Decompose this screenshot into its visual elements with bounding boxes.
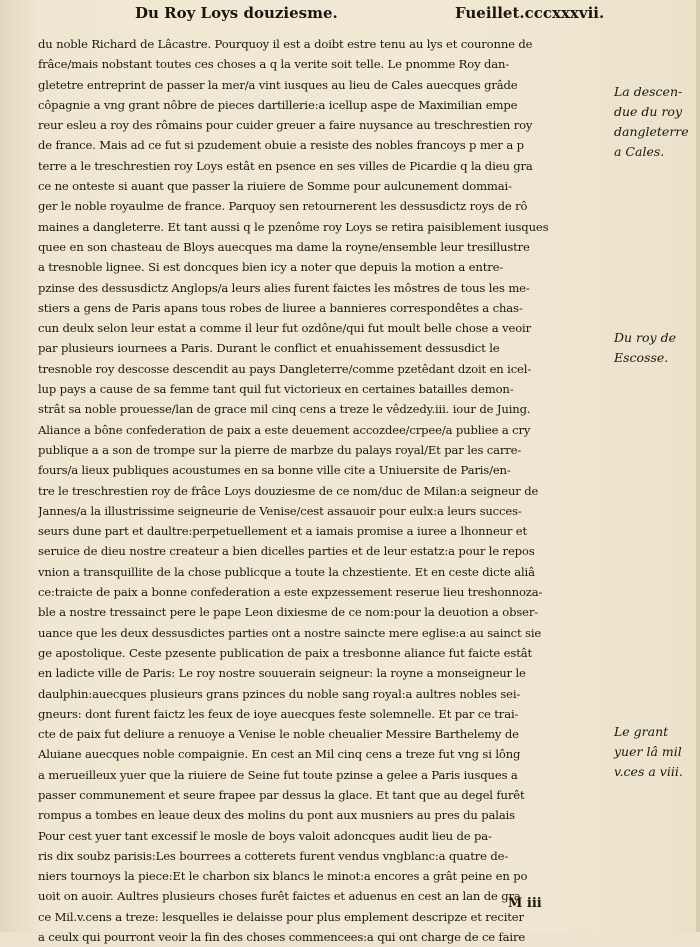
margin-note-descente (614, 82, 698, 162)
text-line: ge apostolique. Ceste pzesente publication de paix a tresbonne aliance fut faicte estât (38, 645, 532, 660)
text-line: a ceulx qui pourront veoir la fin des choses commencees:a qui ont charge de ce faire (38, 930, 526, 945)
text-line: ce Mil.v.cens a treze: lesquelles ie delaisse pour plus emplement descripze et reciter (38, 909, 524, 924)
text-line: seruice de dieu nostre createur a bien dicelles parties et de leur estatz:a pour le repos (38, 544, 535, 559)
page-edge (696, 0, 700, 932)
text-line: stiers a gens de Paris apans tous robes de liuree a bannieres correspondêtes a chas- (38, 300, 523, 315)
margin-note-line: Du roy de (614, 330, 676, 345)
text-line: maines a dangleterre. Et tant aussi q le pzenôme roy Loys se retira paisiblement iusques (38, 219, 549, 234)
text-line: strât sa noble prouesse/lan de grace mil cinq cens a treze le vêdzedy.iii. iour de Juing. (38, 402, 531, 417)
margin-note-line: La descen- (614, 84, 683, 99)
text-line: Pour cest yuer tant excessif le mosle de boys valoit adoncques audit lieu de pa- (38, 828, 492, 843)
margin-note-line: dangleterre (614, 124, 689, 139)
text-line: lup pays a cause de sa femme tant quil fut victorieux en certaines batailles demon- (38, 382, 514, 397)
text-line: Jannes/a la illustrissime seigneurie de Venise/cest assauoir pour eulx:a leurs succes- (38, 503, 522, 518)
text-line: ris dix soubz parisis:Les bourrees a cotterets furent vendus vngblanc:a quatre de- (38, 848, 509, 863)
margin-note-line: a Cales. (614, 144, 665, 159)
text-line: uoit on auoir. Aultres plusieurs choses furêt faictes et aduenus en cest an lan de gra (38, 889, 521, 904)
text-line: quee en son chasteau de Bloys auecques ma dame la royne/ensemble leur tresillustre (38, 239, 530, 254)
text-line: vnion a transquillite de la chose publicque a toute la chzestiente. Et en ceste dicte aliâ (38, 564, 535, 579)
margin-note-line: Escosse. (614, 350, 669, 365)
text-line: rompus a tombes en leaue deux des molins du pont aux musniers au pres du palais (38, 808, 515, 823)
text-line: daulphin:auecques plusieurs grans pzinces du noble sang royal:a aultres nobles sei- (38, 686, 521, 701)
text-line: de france. Mais ad ce fut si pzudement obuie a resiste des nobles francoys p mer a p (38, 138, 524, 153)
margin-note-line: due du roy (614, 104, 683, 119)
text-line: tre le treschrestien roy de frâce Loys douziesme de ce nom/duc de Milan:a seigneur de (38, 483, 539, 498)
running-head-title: Du Roy Loys douziesme. (135, 4, 338, 22)
text-line: pzinse des dessusdictz Anglops/a leurs alies furent faictes les môstres de tous les me- (38, 280, 530, 295)
text-line: ce:traicte de paix a bonne confederation a este expzessement reserue lieu treshonnoza- (38, 585, 543, 600)
folio-number: Fueillet.cccxxxvii. (455, 4, 605, 22)
text-line: du noble Richard de Lâcastre. Pourquoy il est a doibt estre tenu au lys et couronne de (38, 37, 533, 51)
margin-note-ecosse (614, 328, 698, 368)
text-line: niers tournoys la piece:Et le charbon six blancs le minot:a encores a grât peine en po (38, 869, 528, 884)
margin-note-line: Le grant (614, 724, 669, 739)
text-line: reur esleu a roy des rômains pour cuider greuer a faire nuysance au treschrestien roy (38, 118, 533, 133)
text-line: a tresnoble lignee. Si est doncques bien icy a noter que depuis la motion a entre- (38, 260, 504, 275)
margin-note-yuer (614, 722, 698, 782)
text-line: a merueilleux yuer que la riuiere de Seine fut toute pzinse a gelee a Paris iusques a (38, 767, 518, 782)
text-line: côpagnie a vng grant nôbre de pieces dartillerie:a icellup aspe de Maximilian empe (38, 97, 518, 112)
text-line: fours/a lieux publiques acoustumes en sa bonne ville cite a Uniuersite de Paris/en- (38, 463, 511, 478)
text-line: frâce/mais nobstant toutes ces choses a q la verite soit telle. Le pnomme Roy dan- (38, 57, 510, 72)
text-line: terre a le treschrestien roy Loys estât en psence en ses villes de Picardie q la dieu gra (38, 158, 533, 173)
text-line: publique a a son de trompe sur la pierre de marbze du palays royal/Et par les carre- (38, 442, 522, 457)
text-line: gneurs: dont furent faictz les feux de ioye auecques feste solemnelle. Et par ce trai- (38, 706, 519, 721)
main-text-column (38, 34, 606, 947)
text-line: ble a nostre tressainct pere le pape Leon dixiesme de ce nom:pour la deuotion a obser- (38, 605, 539, 620)
text-line: cun deulx selon leur estat a comme il leur fut ozdône/qui fut moult belle chose a veoir (38, 321, 531, 336)
text-line: en ladicte ville de Paris: Le roy nostre souuerain seigneur: la royne a monseigneur le (38, 666, 526, 681)
text-line: ce ne onteste si auant que passer la riuiere de Somme pour aulcunement dommai- (38, 179, 512, 194)
text-line: Aluiane auecques noble compaignie. En cest an Mil cinq cens a treze fut vng si lông (38, 747, 521, 762)
text-line: uance que les deux dessusdictes parties ont a nostre saincte mere eglise:a au sainct sie (38, 625, 542, 640)
text-line: ger le noble royaulme de france. Parquoy sen retournerent les dessusdictz roys de rô (38, 199, 528, 214)
margin-note-line: v.ces a viii. (614, 764, 683, 779)
text-line: par plusieurs iournees a Paris. Durant le conflict et enuahissement dessusdict le (38, 341, 500, 356)
text-line: Aliance a bône confederation de paix a este deuement accozdee/crpee/a publiee a cry (38, 422, 531, 437)
text-line: tresnoble roy descosse descendit au pays Dangleterre/comme pzetêdant dzoit en icel- (38, 361, 532, 376)
text-line: gletetre entreprint de passer la mer/a vint iusques au lieu de Cales auecques grâde (38, 77, 518, 92)
text-line: cte de paix fut deliure a renuoye a Venise le noble cheualier Messire Barthelemy de (38, 727, 519, 742)
text-line: seurs dune part et daultre:perpetuellement et a iamais promise a iuree a lhonneur et (38, 524, 527, 539)
text-line: passer communement et seure frapee par dessus la glace. Et tant que au degel furêt (38, 787, 525, 802)
margin-note-line: yuer lâ mil (614, 744, 682, 759)
signature-mark: M iii (508, 896, 542, 911)
